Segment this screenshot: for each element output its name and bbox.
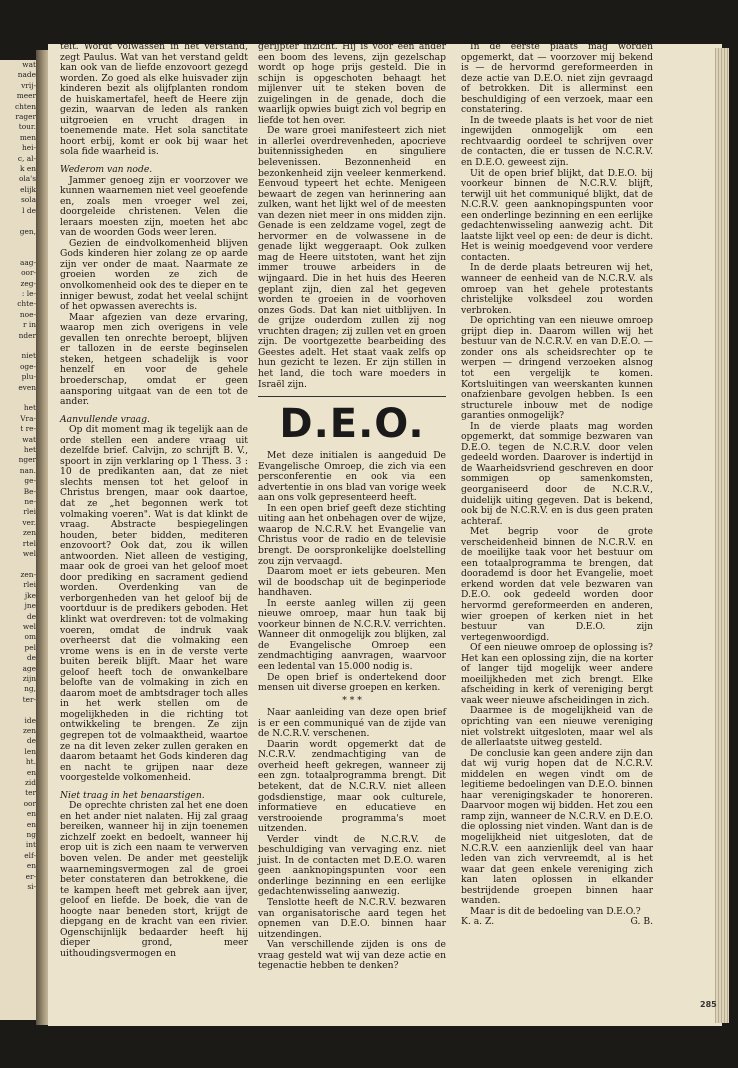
paragraph: In eerste aanleg willen zij geen nieuwe omroep, maar hun taak bij voorkeur binnen de N.C.R.V. verrichten. Wanneer dit onmogelijk zou blijken, zal de Evangelische Omroep een zendmachtiging aanvragen, waarvoor een ledental van 15.000 nodig is.: [258, 597, 446, 672]
author-initials: K. a. Z.: [461, 916, 495, 928]
paragraph: Tenslotte heeft de N.C.R.V. bezwaren van organisatorische aard tegen het opnemen van D.E.O. binnen haar uitzendingen.: [258, 897, 446, 940]
left-fragment: oor-: [21, 268, 36, 278]
paragraph: In de eerste plaats mag worden opgemerkt, dat — voorzover mij bekend is — de hervormd gereformeerden in deze actie van D.E.O. niet zijn gevraagd of betrokken. Dit is allerminst een beschuldiging of een verzoek, maar een constatering.: [461, 41, 653, 116]
left-fragment: hei-: [22, 143, 36, 153]
left-fragment: even: [18, 382, 36, 392]
left-fragment: ter: [25, 788, 36, 798]
left-fragment: ht.: [25, 757, 36, 767]
column-3: [461, 42, 653, 928]
paragraph: Jammer genoeg zijn er voorzover we kunnen waarnemen niet veel geoefende en, zoals men vroeger wel zei, doorgeleide christenen. Velen die leraars moesten zijn, moeten het abc van de woorden Gods weer leren.: [60, 174, 248, 239]
left-fragment: rlei: [23, 580, 36, 590]
left-fragment: [0, 560, 40, 570]
left-fragment: het: [23, 403, 36, 413]
paragraph: Met begrip voor de grote verscheidenheid binnen de N.C.R.V. en de moeilijke taak voor het bestuur om een totaalprogramma te brengen, dat doorademd is door het Evangelie, moet erkend worden dat vele bezwaren van D.E.O. ook gedeeld worden door hervormd gereformeerden en anderen, wier groepen of kerken niet in het bestuur van D.E.O. zijn vertegenwoordigd.: [461, 526, 653, 643]
left-fragment: en: [26, 861, 36, 871]
paragraph: Met deze initialen is aangeduid De Evangelische Omroep, die zich via een persconferentie en ook via een advertentie in ons blad van vorige week aan ons volk gepresenteerd heeft.: [258, 450, 446, 504]
left-fragment: r in: [22, 320, 36, 330]
page-edges: [715, 48, 729, 1023]
left-fragment: [0, 393, 40, 403]
left-fragment: chten: [14, 101, 36, 111]
paragraph: De oprichting van een nieuwe omroep grijpt diep in. Daarom willen wij het bestuur van de N.C.R.V. en van D.E.O. — zonder ons als scheidsrechter op te werpen — dringend verzoeken alsnog tot een vergelijk te komen. Kortsluitingen van weerskanten kunnen onafzienbare gevolgen hebben. Is een structurele inbouw met de nodige garanties onmogelijk?: [461, 315, 653, 422]
subheading: Aanvullende vraag.: [60, 413, 150, 425]
subheading: Wederom van node.: [60, 164, 153, 176]
left-fragment: men: [19, 132, 36, 142]
subheading: Niet traag in het benaarstigen.: [60, 789, 205, 801]
left-fragment: de: [26, 611, 36, 621]
column-2: [258, 42, 446, 972]
left-fragment: jke: [24, 590, 36, 600]
paragraph: Of een nieuwe omroep de oplossing is? Het kan een oplossing zijn, die na korter of langer tijd mogelijk weer andere moeilijkheden met zich brengt. Elke afscheiding in kerk of vereniging bergt vaak weer nieuwe afscheidingen in zich.: [461, 642, 653, 706]
paragraph: In de derde plaats betreuren wij het, wanneer de eenheid van de N.C.R.V. als omroep van het gehele protestants christelijke volksdeel zou worden verbroken.: [461, 262, 653, 316]
left-fragment: wat: [22, 60, 36, 69]
signature-line: [461, 917, 653, 928]
left-fragment: ng,: [24, 684, 36, 694]
left-fragment: : le-: [21, 288, 36, 298]
left-fragment: vrij-: [21, 80, 36, 90]
left-fragment: wat: [22, 434, 36, 444]
left-fragment: ide: [24, 715, 36, 725]
paragraph: Maar afgezien van deze ervaring, waarop men zich overigens in vele gevallen ten onrechte beroept, blijven er tallozen in de eerste beginselen steken, hetgeen schadelijk is voor henzelf en voor de gehele broederschap, omdat er geen aansporing uitgaat van de een tot de ander.: [60, 311, 248, 408]
left-fragment: niet: [21, 351, 36, 361]
left-fragment: int: [25, 840, 36, 850]
left-fragment: zen: [22, 726, 36, 735]
paragraph: Op dit moment mag ik tegelijk aan de orde stellen een andere vraag uit dezelfde brief. Calvijn, zo schrijft B. V., spoort in zijn verklaring op 1 Thess. 3 : 10 de predikanten aan, dat ze niet slechts mensen tot het geloof in Christus brengen, maar ook daartoe, dat ze „het begonnen werk tot volmaking voeren". Wat is dat klinkt de vraag. Abstracte bespiegelingen houden, beter bidden, mediteren enzovoort? Ook dat, zou ik willen antwoorden. Niet alleen de vestiging, maar ook de groei van het geloof moet door prediking en sacrament gediend worden. Overdenking van de verborgenheden van het geloof bij de voortduur is de predikers geboden. Het klinkt wat overdreven: tot de volmaking voeren, omdat de indruk vaak overheerst dat die volmaking een vrome wens is en in de verste verte buiten bereik blijft. Maar het ware geloof heeft toch de onwankelbare belofte van de volmaking in zich en daarom moet de ambtsdrager toch alles in het werk stellen om de mogelijkheden in die richting tot ontwikkeling te brengen. Ze zijn gegrepen tot de volmaaktheid, waartoe ze na dit leven zeker zullen geraken en daarom betaamt het Gods kinderen dag en nacht te grijpen naar deze voorgestelde volkomenheid.: [60, 424, 248, 784]
left-fragment: het: [23, 445, 36, 455]
left-fragment: zen: [22, 528, 36, 538]
left-fragment: len: [24, 746, 36, 756]
section-heading: D.E.O.: [279, 401, 425, 448]
left-fragment: ge-: [24, 476, 36, 486]
left-fragment: si-: [27, 882, 36, 892]
paragraph: Uit de open brief blijkt, dat D.E.O. bij voorkeur binnen de N.C.R.V. blijft, terwijl uit het communiqué blijkt, dat de N.C.R.V. geen aanknopingspunten voor een onderlinge bezinning en een eerlijke gedachtenwisseling aanwezig acht. Dit laatste lijkt veel op een: de deur is dicht. Het is weinig moedgevend voor verdere contacten.: [461, 167, 653, 263]
left-fragment: k en: [20, 164, 36, 174]
left-fragment: plu-: [21, 372, 36, 382]
left-fragment: elijk: [20, 184, 36, 194]
left-fragment: [0, 216, 40, 226]
left-fragment: gen,: [19, 226, 36, 236]
left-fragment: [0, 705, 40, 715]
left-fragment: ter-: [22, 694, 36, 704]
paragraph: De open brief is ondertekend door mensen uit diverse groepen en kerken.: [258, 671, 446, 694]
paragraph: In de tweede plaats is het voor de niet ingewijden onmogelijk om een rechtvaardig oordeel te schrijven over de contacten, die er tussen de N.C.R.V. en D.E.O. geweest zijn.: [461, 114, 653, 169]
column-1: [60, 42, 248, 959]
left-fragment: zeg-: [20, 278, 36, 288]
page-number: 285: [700, 1000, 717, 1009]
author-initials: G. B.: [630, 916, 653, 928]
left-fragment: oge-: [19, 361, 36, 371]
paragraph: De oprechte christen zal het ene doen en het ander niet nalaten. Hij zal graag bereiken, wanneer hij in zijn toenemen zichzelf zoekt en bedoelt, wanneer hij erop uit is zich een naam te verwerven boven velen. De ander met geestelijk waarnemingsvermogen zal de groei beter constateren dan betrokkene, die te kampen heeft met gebrek aan ijver, geloof en liefde. De boek, die van de hoogte naar beneden stort, krijgt de diepgang en de kracht van een rivier. Ogenschijnlijk bedaarder heeft hij dieper grond, meer uithoudingsvermogen en: [60, 800, 248, 959]
paragraph: De conclusie kan geen andere zijn dan dat wij vurig hopen dat de N.C.R.V. middelen en wegen vindt om de legitieme bedoelingen van D.E.O. binnen haar verenigingskader te honoreren. Daarvoor mogen wij bidden. Het zou een ramp zijn, wanneer de N.C.R.V. en D.E.O. die oplossing niet vinden. Want dan is de mogelijkheid niet uitgesloten, dat de N.C.R.V. een aanzienlijk deel van haar leden van zich vervreemdt, al is het waar dat geen enkele vereniging zich kan laten oplossen in elkander bestrijdende groepen binnen haar wanden.: [461, 747, 653, 907]
paragraph: teit. Wordt volwassen in het verstand, zegt Paulus. Wat van het verstand geldt kan ook van de liefde enzovoort gezegd worden. Zo goed als elke huisvader zijn kinderen bezit als olijfplanten rondom de huiskamertafel, heeft de Heere zijn gezin, waarvan de leden als ranken uitgroeien en vrucht dragen in toenemende mate. Het sola sanctitate hoort erbij, komt er ook bij waar het sola fide waarheid is.: [60, 41, 248, 158]
left-fragment: aag-: [19, 257, 36, 267]
left-fragment: rlei: [23, 507, 36, 517]
left-fragment: de: [26, 653, 36, 663]
paragraph: gerijpter inzicht. Hij is voor een ander een boom des levens, zijn gezelschap wordt op hoge prijs gesteld. Die in schijn is opgeschoten behaagt het mijlenver uit te steken boven de zuigelingen in de genade, doch die waarlijk opwies buigt zich vol begrip en liefde tot hen over.: [258, 41, 446, 126]
left-fragment: l de: [22, 205, 36, 215]
adjacent-page-fragment: [0, 60, 40, 1020]
left-fragment: sola: [20, 195, 36, 205]
separator-stars: * * *: [342, 694, 362, 706]
left-fragment: nade: [17, 70, 36, 80]
left-fragment: age: [22, 663, 36, 673]
left-fragment: nder: [18, 330, 36, 340]
left-fragment: [0, 237, 40, 247]
left-fragment: oor: [23, 798, 36, 808]
left-fragment: wel: [22, 549, 36, 559]
left-fragment: noe-: [19, 309, 36, 319]
paragraph: Maar is dit de bedoeling van D.E.O.?: [470, 905, 641, 917]
left-fragment: de: [26, 736, 36, 746]
left-fragment: wel: [22, 621, 36, 631]
paragraph: Daarin wordt opgemerkt dat de N.C.R.V. zendmachtiging van de overheid heeft gekregen, wanneer zij een zgn. totaalprogramma brengt. Dit betekent, dat de N.C.R.V. niet alleen godsdienstige, maar ook culturele, informatieve en educatieve en verstrooiende programma's moet uitzenden.: [258, 738, 446, 835]
left-fragment: en: [26, 819, 36, 829]
paragraph: In de vierde plaats mag worden opgemerkt, dat sommige bezwaren van D.E.O. tegen de N.C.R.V. door velen gedeeld worden. Daarover is indertijd in de Waarheidsvriend geschreven en door sommigen op samenkomsten, georganiseerd door de N.C.R.V., duidelijk uiting gegeven. Dat is bekend, ook bij de N.C.R.V. en is dus geen praten achteraf.: [461, 420, 653, 527]
left-fragment: ver.: [22, 517, 36, 527]
left-fragment: pel: [24, 642, 36, 652]
left-fragment: jne: [24, 601, 36, 611]
left-fragment: Be-: [23, 486, 36, 496]
paragraph: In een open brief geeft deze stichting uiting aan het onbehagen over de wijze, waarop de N.C.R.V. het Evangelie van Christus voor de radio en de televisie brengt. De oorspronkelijke doelstelling zou zijn vervaagd.: [258, 502, 446, 567]
left-fragment: er-: [25, 871, 36, 881]
left-fragment: tour.: [18, 122, 36, 132]
left-fragment: ng: [26, 830, 36, 840]
paragraph: Verder vindt de N.C.R.V. de beschuldiging van vervaging enz. niet juist. In de contacten met D.E.O. waren geen aanknopingspunten voor een onderlinge bezinning en een eerlijke gedachtenwisseling aanwezig.: [258, 833, 446, 898]
left-fragment: rager: [15, 112, 36, 122]
left-fragment: en: [26, 809, 36, 819]
paragraph: Daarmee is de mogelijkheid van de oprichting van een nieuwe vereniging niet volstrekt uitgesloten, maar wel als de allerlaatste uitweg gesteld.: [461, 705, 653, 749]
left-fragment: meer: [16, 91, 36, 101]
left-fragment: [0, 341, 40, 351]
left-fragment: en: [26, 767, 36, 777]
left-fragment: om: [24, 632, 36, 642]
left-fragment: ne-: [24, 497, 36, 507]
paragraph: Van verschillende zijden is ons de vraag gesteld wat wij van deze actie en tegenactie hebben te denken?: [258, 939, 446, 972]
paragraph: Gezien de eindvolkomenheid blijven Gods kinderen hier zolang ze op aarde zijn ver onder de maat. Naarmate ze groeien worden ze zich de onvolkomenheid ook des te dieper en te inniger bewust, zodat het veelal schijnt of het opwassen averechts is.: [60, 237, 248, 313]
left-fragment: Vra-: [20, 413, 36, 423]
left-fragment: c, al-: [17, 153, 36, 163]
left-fragment: nger: [18, 455, 36, 465]
left-fragment: zijn: [22, 673, 36, 683]
left-fragment: nan.: [19, 465, 36, 475]
paragraph: De ware groei manifesteert zich niet in allerlei overdrevenheden, apocrieve buitennissigheden en singuliere belevenissen. Bezonnenheid en bezonkenheid zijn veeleer kenmerkend. Eenvoud typeert het echte. Menigeen bewaart de zegen van herinnering aan zulken, want het lijkt wel of de meesten van dezen niet meer in ons midden zijn. Genade is een zeldzame vogel, zegt de hervormer en de volwassene in de genade lijkt weggeraapt. Ook zulken mag de Heere uitstoten, want het zijn immer trouwe arbeiders in de wijngaard. Die in het huis des Heeren geplant zijn, dien zal het gegeven worden te groeien in de voorhoven onzes Gods. Dat kan niet uitblijven. In de grijze ouderdom zullen zij nog vruchten dragen; zij zullen vet en groen zijn. De voortgezette bearbeiding des Geestes adelt. Het staat vaak zelfs op hun gezicht te lezen. Er zijn stillen in het land, die toch ware moeders in Israël zijn.: [258, 125, 446, 390]
left-fragment: t re-: [20, 424, 36, 434]
section-divider: [258, 396, 446, 397]
left-fragment: [0, 247, 40, 257]
left-fragment: chte-: [17, 299, 36, 309]
paragraph: Daarom moet er iets gebeuren. Men wil de boodschap uit de beginperiode handhaven.: [258, 566, 446, 599]
left-fragment: ola's: [18, 174, 36, 184]
paragraph: Naar aanleiding van deze open brief is er een communiqué van de zijde van de N.C.R.V. verschenen.: [258, 707, 446, 740]
left-fragment: zid: [25, 778, 36, 788]
left-fragment: rtel: [22, 538, 36, 548]
left-fragment: elf-: [24, 850, 36, 860]
left-fragment: zen-: [20, 569, 36, 579]
